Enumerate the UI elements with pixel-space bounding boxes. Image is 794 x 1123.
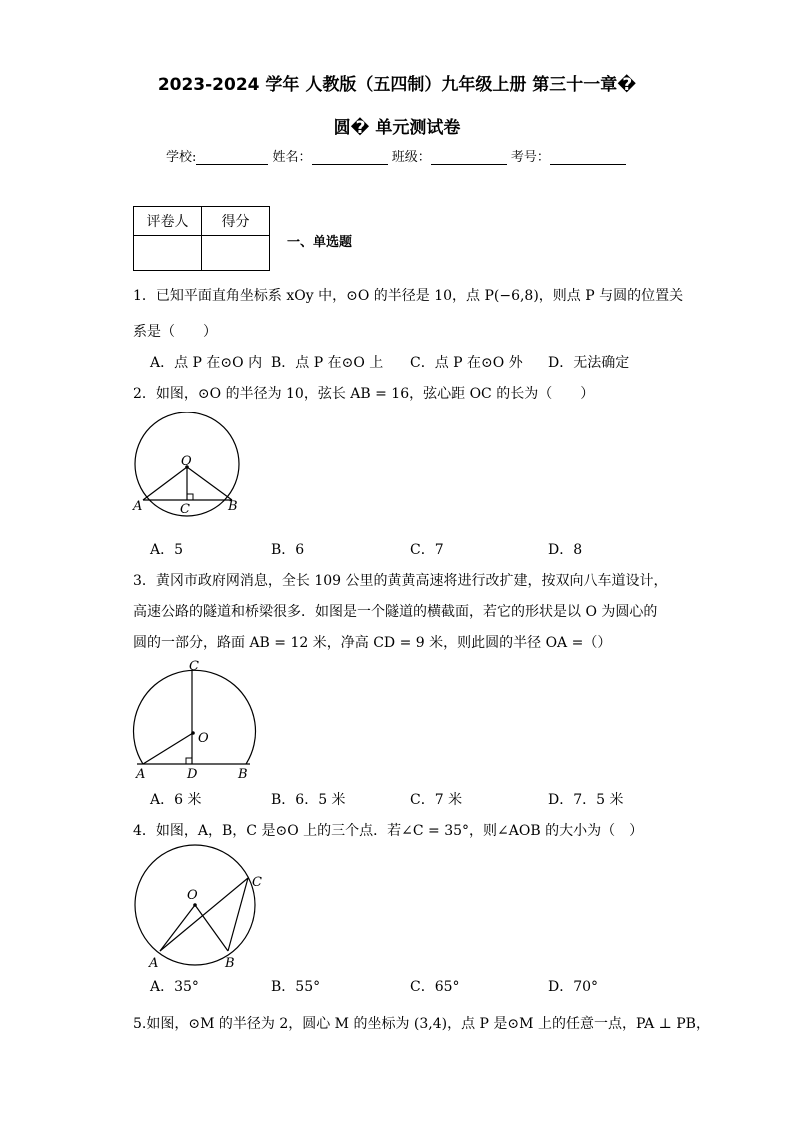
q3-option-a[interactable]: A．6 米 (150, 792, 202, 808)
q3-option-b[interactable]: B．6．5 米 (271, 792, 346, 808)
q3-center-dot (191, 731, 195, 735)
page-title-line2: 圆� 单元测试卷 (333, 118, 461, 138)
school-blank[interactable] (196, 150, 268, 165)
q4-chord-ca (160, 878, 248, 951)
class-label: 班级： (391, 150, 431, 165)
grader-cell[interactable] (134, 236, 202, 271)
q2-radius-ob (187, 467, 232, 500)
q4-label-a: A (149, 956, 159, 971)
q4-option-d[interactable]: D．70° (548, 979, 599, 995)
q2-label-b: B (228, 499, 238, 514)
q3-tunnel-arc (134, 670, 256, 764)
q4-radius-oa (160, 905, 195, 951)
q4-line1: 4．如图，A，B，C 是⊙O 上的三个点．若∠C = 35°，则∠AOB 的大小为（ ） (133, 823, 644, 839)
q3-label-d: D (187, 767, 198, 782)
q3-line1: 3．黄冈市政府网消息，全长 109 公里的黄黄高速将进行改扩建，按双向八车道设计， (133, 573, 668, 589)
score-cell[interactable] (202, 236, 270, 271)
q5-line1: 5.如图，⊙M 的半径为 2，圆心 M 的坐标为 (3,4)，点 P 是⊙M 上的任意一点，PA ⊥ PB， (133, 1016, 710, 1032)
q4-option-c[interactable]: C．65° (410, 979, 460, 995)
score-table-header-score: 得分 (202, 207, 270, 236)
q4-label-o: O (187, 888, 198, 903)
score-table (133, 206, 270, 271)
q2-figure (128, 412, 248, 522)
q4-option-b[interactable]: B．55° (271, 979, 321, 995)
q1-option-d[interactable]: D．无法确定 (548, 355, 630, 371)
q4-center-dot (193, 903, 197, 907)
q3-right-angle-mark (186, 758, 192, 764)
q4-chord-cb (228, 878, 248, 951)
q2-option-d[interactable]: D．8 (548, 542, 583, 558)
q4-label-b: B (225, 956, 235, 971)
q2-label-o: O (181, 454, 192, 469)
examno-label: 考号： (510, 150, 550, 165)
q1-line2: 系是（ ） (133, 324, 217, 340)
q3-option-d[interactable]: D．7．5 米 (548, 792, 624, 808)
q2-option-a[interactable]: A．5 (150, 542, 184, 558)
examno-blank[interactable] (550, 150, 626, 165)
page-title-line1: 2023-2024 学年 人教版（五四制）九年级上册 第三十一章� (157, 75, 637, 95)
q1-option-c[interactable]: C．点 P 在⊙O 外 (410, 355, 523, 371)
section-title: 一、单选题 (287, 235, 353, 250)
q3-line3: 圆的一部分，路面 AB = 12 米，净高 CD = 9 米，则此圆的半径 OA =（） (133, 635, 612, 651)
q4-label-c: C (252, 875, 262, 890)
q2-line1: 2．如图，⊙O 的半径为 10，弦长 AB = 16，弦心距 OC 的长为（ ） (133, 386, 595, 402)
q3-option-c[interactable]: C．7 米 (410, 792, 463, 808)
q2-option-b[interactable]: B．6 (271, 542, 305, 558)
q2-label-c: C (180, 502, 190, 517)
q4-figure (128, 843, 278, 971)
q1-option-a[interactable]: A．点 P 在⊙O 内 (150, 355, 263, 371)
q1-line1: 1．已知平面直角坐标系 xOy 中，⊙O 的半径是 10，点 P(−6,8)，则点 P 与圆的位置关 (133, 288, 684, 304)
q3-label-o: O (198, 731, 209, 746)
school-label: 学校: (166, 150, 197, 165)
q3-line2: 高速公路的隧道和桥梁很多．如图是一个隧道的横截面，若它的形状是以 O 为圆心的 (133, 604, 658, 620)
student-info-row (166, 146, 626, 165)
class-blank[interactable] (431, 150, 507, 165)
score-table-header-grader: 评卷人 (134, 207, 202, 236)
name-label: 姓名： (272, 150, 312, 165)
q3-label-b: B (238, 767, 248, 782)
q2-option-c[interactable]: C．7 (410, 542, 444, 558)
q3-label-a: A (136, 767, 146, 782)
q3-figure (128, 656, 268, 786)
q2-label-a: A (133, 499, 143, 514)
q4-option-a[interactable]: A．35° (150, 979, 199, 995)
name-blank[interactable] (312, 150, 388, 165)
q2-radius-oa (143, 467, 187, 500)
q3-label-c: C (189, 659, 199, 674)
q2-right-angle-mark (187, 494, 193, 500)
q1-option-b[interactable]: B．点 P 在⊙O 上 (271, 355, 384, 371)
q4-radius-ob (195, 905, 228, 951)
